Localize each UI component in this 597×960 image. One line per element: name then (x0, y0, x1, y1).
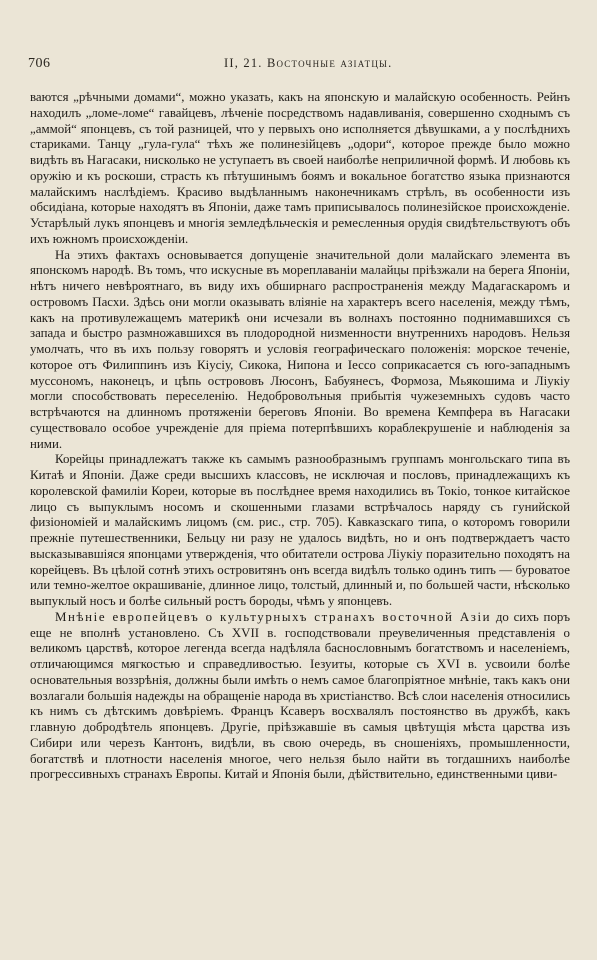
paragraph-text: до сихъ поръ еще не вполнѣ установлено. Съ XVII в. господствовали преувеличенныя представленiя о великомъ царствѣ, которое легенда всегда надѣляла баснословнымъ богатствомъ и населенiемъ, отличающимся мягкостью и справедливостью. Iезуиты, которые съ XVI в. усвоили болѣе основательныя воззрѣнiя, должны были имѣть о немъ самое благопрiятное мнѣнiе, такъ какъ они возлагали большiя надежды на обращенiе народа въ христiанство. Всѣ слои населенiя относились къ нимъ съ дѣтскимъ довѣрiемъ. Францъ Ксаверъ восхвалялъ постоянство въ дружбѣ, какъ главную добродѣтель японцевъ. Другiе, прiѣзжавшiе въ самыя цвѣтущiя мѣста царства изъ Сибири или черезъ Кантонъ, видѣли, въ свою очередь, въ сношенiяхъ, промышленности, богатствѣ и плотности населенiя многое, чего нельзя было найти въ тогдашнихъ наиболѣе прогрессивныхъ странахъ Европы. Китай и Японiя были, дѣйствительно, единственными циви- (30, 609, 570, 782)
paragraph: Корейцы принадлежатъ также къ самымъ разнообразнымъ группамъ монгольскаго типа въ Китаѣ и Японiи. Даже среди высшихъ классовъ, не исключая и пословъ, принадлежащихъ къ королевской фамилiи Кореи, которые въ послѣднее время находились въ Токiо, тонкое китайское лицо съ выпуклымъ носомъ и скошенными глазами встрѣчалось наряду съ гунийской физiономiей и малайскимъ лицомъ (см. рис., стр. 705). Кавказскаго типа, о которомъ говорили прежнiе путешественники, Бельцу ни разу не удалось видѣть, но и онъ подтверждаетъ часто высказывавшiяся японцами утвержденiя, что обитатели острова Лiукiу поразительно походятъ на корейцевъ. Въ цѣлой сотнѣ этихъ островитянъ онъ всегда видѣлъ только одинъ типъ — буроватое или темно-желтое окрашиванiе, длинное лицо, толстый, длинный и, по большей части, нѣсколько выпуклый носъ и болѣе сильный ростъ бороды, чѣмъ у японцевъ. (30, 452, 570, 608)
paragraph: На этихъ фактахъ основывается допущенiе значительной доли малайскаго элемента въ японскомъ народѣ. Въ томъ, что искусные въ мореплаванiи малайцы прiѣзжали на берега Японiи, нѣтъ ничего невѣроятнаго, въ виду ихъ обширнаго распространенiя между Мадагаскаромъ и островомъ Пасхи. Здѣсь они могли оказывать влiянiе на характеръ всего населенiя, между тѣмъ, какъ на противулежащемъ материкѣ они исчезали въ волнахъ постоянно поднимавшихся съ запада и быстро размножавшихся въ плодородной низменности внутреннихъ народовъ. Нельзя умолчать, что въ ихъ пользу говорятъ и условiя географическаго положенiя: морское теченiе, которое отъ Филиппинъ изъ Кiусiу, Сикока, Нипона и Iессо соприкасается съ юго-западнымъ муссономъ, наконецъ, и цѣпь острововъ Люсонъ, Бабуянесъ, Формоза, Мьякошима и Лiукiу могли способствовать переселенiю. Недоброволъныя прибытiя чужеземныхъ судовъ часто встрѣчаются на длинномъ протяженiи береговъ Японiи. Во времена Кемпфера въ Нагасаки существовало особое учрежденiе для прiема потерпѣвшихъ кораблекрушенiе и наблюденiя за ними. (30, 247, 570, 451)
paragraph (30, 610, 570, 783)
running-head (224, 56, 392, 71)
page-number: 706 (28, 56, 51, 71)
running-head-title: Восточные азiатцы. (266, 56, 393, 70)
body-text (30, 90, 570, 783)
spaced-lead-phrase: Мнѣнiе европейцевъ о культурныхъ странахъ восточной Азiи (55, 609, 492, 624)
page-header (28, 56, 569, 78)
running-head-section: II, 21. (224, 56, 263, 70)
paragraph: ваются „рѣчными домами“, можно указать, какъ на японскую и малайскую особенность. Рейнъ находилъ „ломе-ломе“ гавайцевъ, лѣченiе посредствомъ надавливанiя, совершенно сходнымъ съ „аммой“ японцевъ, съ той разницей, что у первыхъ оно исполняется дѣвушками, а у послѣднихъ стариками. Танцу „гула-гула“ тѣхъ же полинезiйцевъ „одори“, которое прежде было можно видѣть въ Нагасаки, нисколько не уступаетъ въ своей наиболѣе неприличной формѣ. И любовь къ оружiю и къ роскоши, страсть къ пѣтушинымъ боямъ и вокальное богатство языка признаются малайскимъ наслѣдiемъ. Красиво выдѣланнымъ наконечникамъ стрѣлъ, въ особенности изъ обсидiана, которые находятъ въ Японiи, даже тамъ приписывалось полинезiйское происхожденiе. Устарѣлый лукъ японцевъ и многiя земледѣльческiя и ремесленныя орудiя свидѣтельствуютъ объ ихъ южномъ происхожденiи. (30, 90, 571, 246)
